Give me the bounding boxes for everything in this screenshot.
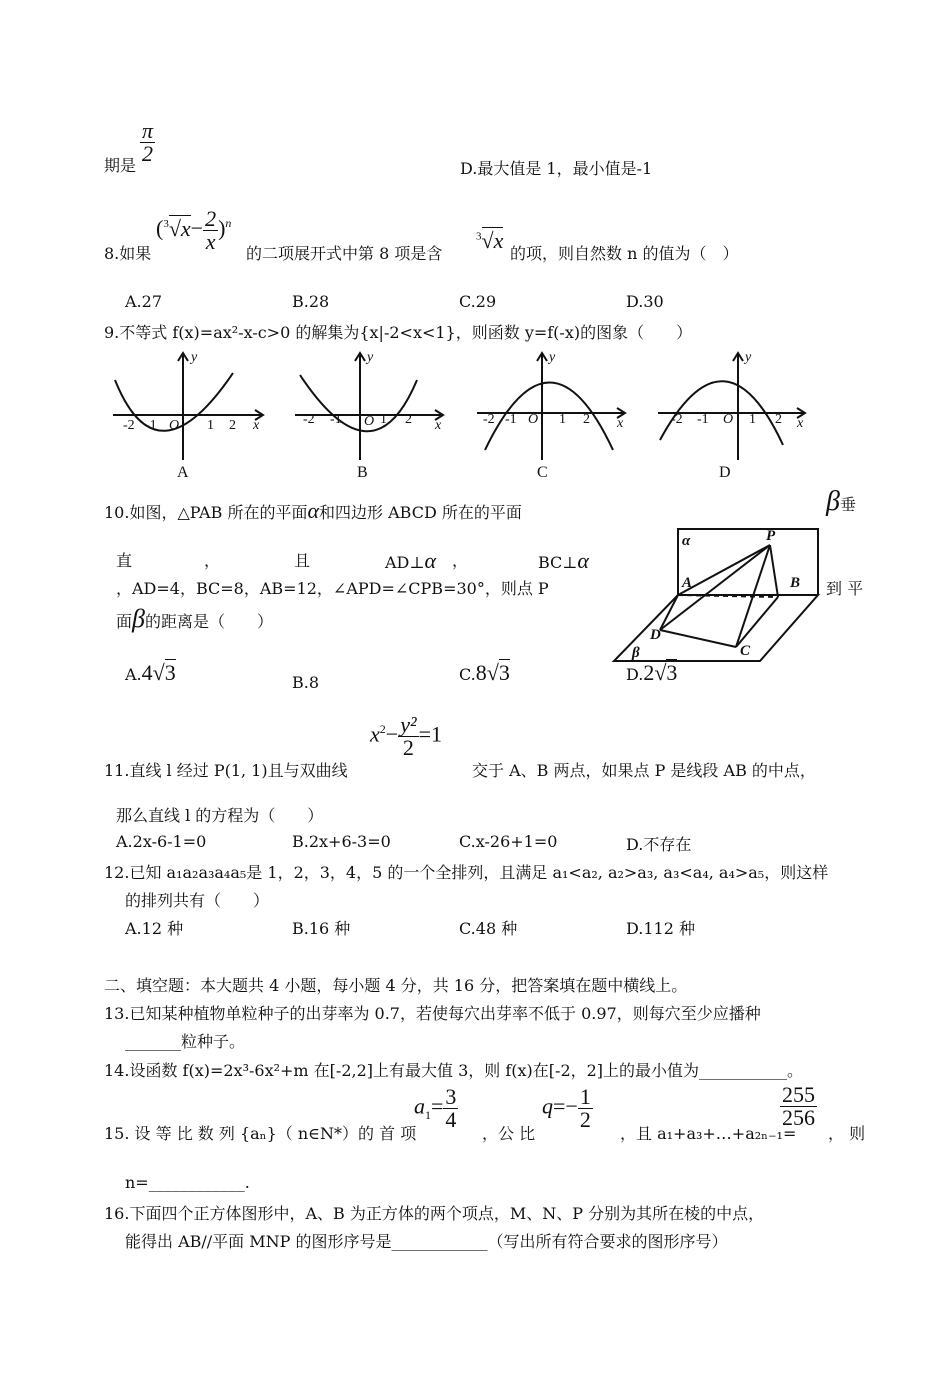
graph-d-x-label: x <box>797 416 804 431</box>
q12-option-c: C.48 种 <box>459 919 518 938</box>
q8-prefix: 8.如果 <box>104 244 152 263</box>
graph-b-label: B <box>357 464 368 480</box>
section2-heading: 二、填空题：本大题共 4 小题，每小题 4 分，共 16 分，把答案填在题中横线上。 <box>104 976 688 995</box>
q7-option-d: D.最大值是 1，最小值是-1 <box>460 159 653 178</box>
graph-d-y-label: y <box>745 350 752 365</box>
q11-option-a: A.2x-6-1=0 <box>116 832 207 851</box>
q11-line2: 那么直线 l 的方程为（ ） <box>116 806 324 825</box>
q10-line4: 面β的距离是（ ） <box>116 604 273 633</box>
q15-end: ， 则 <box>828 1124 866 1143</box>
q8-middle: 的二项展开式中第 8 项是含 <box>246 244 443 263</box>
q8-option-d: D.30 <box>626 292 664 311</box>
graph-b-y-label: y <box>367 350 374 365</box>
q10-option-d: D.2√3 <box>626 660 678 685</box>
q8-option-a: A.27 <box>125 292 162 311</box>
q16-line1: 16.下面四个正方体图形中，A、B 为正方体的两个项点，M、N、P 分别为其所在棱的中点， <box>104 1204 765 1223</box>
q11-hyperbola-equation: $x^2-$ $\frac{\text{y²}}{2}$ =1 <box>370 712 442 760</box>
graph-c-x-label: x <box>617 416 624 431</box>
pi-over-2: $\frac{\pi}{2}$ <box>142 118 154 166</box>
graph-b-tick: -2 <box>303 412 315 427</box>
graph-a-tick: -1 <box>145 418 157 433</box>
graph-d-origin: O <box>723 412 734 427</box>
q13-line2: _______粒种子。 <box>125 1032 246 1051</box>
q8-expression: ($^3$√x− $\frac{2}{x}$ )$^n$ <box>156 206 232 254</box>
graph-c-origin: O <box>528 412 539 427</box>
graph-c-y-label: y <box>549 350 556 365</box>
q10-line2-c: 且 <box>294 551 311 570</box>
q11-prefix: 11.直线 l 经过 P(1, 1)且与双曲线 <box>104 761 348 780</box>
graph-b-tick: -1 <box>330 412 342 427</box>
graph-a-origin: O <box>169 418 180 433</box>
graph-a-y-label: y <box>191 350 198 365</box>
graph-d-label: D <box>719 464 731 480</box>
q10-option-b: B.8 <box>292 673 320 692</box>
q10-line2-b: ， <box>204 551 221 570</box>
fig-c: C <box>740 643 751 659</box>
q10-line3: ，AD=4，BC=8，AB=12，∠APD=∠CPB=30°，则点 P <box>116 579 549 598</box>
q15-line2: n=____________. <box>125 1173 250 1192</box>
q15-sum-fraction: $\frac{255}{256}$ <box>782 1082 815 1130</box>
graph-a-x-label: x <box>253 418 260 433</box>
q11-option-b: B.2x+6-3=0 <box>292 832 391 851</box>
q16-line2: 能得出 AB//平面 MNP 的图形序号是____________（写出所有符合要求的图形序号） <box>125 1232 728 1251</box>
q10-line2-a: 直 <box>116 551 133 570</box>
q7-tail-text: 期是 <box>104 156 137 175</box>
q10-line1: 10.如图，△PAB 所在的平面α和四边形 ABCD 所在的平面 <box>104 498 522 523</box>
q11-option-c: C.x-26+1=0 <box>459 832 558 851</box>
graph-c-tick: 1 <box>559 412 566 427</box>
graph-d-tick: 2 <box>775 412 782 427</box>
q11-option-d: D.不存在 <box>626 835 692 854</box>
graph-b-origin: O <box>364 414 375 429</box>
graph-b-x-label: x <box>435 418 442 433</box>
q10-beta-right: β垂 <box>826 486 856 517</box>
graph-a-tick: 1 <box>207 418 214 433</box>
q10-line2-e: ， <box>452 551 469 570</box>
fig-b: B <box>790 575 801 591</box>
graph-a-tick: -2 <box>123 418 135 433</box>
graph-d-tick: -2 <box>671 412 683 427</box>
graph-a-tick: 2 <box>229 418 236 433</box>
q15-first-term: $a_1=$ $\frac{3}{4}$ <box>414 1084 457 1132</box>
q12-option-d: D.112 种 <box>626 919 695 938</box>
q14: 14.设函数 f(x)=2x³-6x²+m 在[-2,2]上有最大值 3，则 f(x)在[-2，2]上的最小值为___________。 <box>104 1061 804 1080</box>
q11-suffix: 交于 A、B 两点，如果点 P 是线段 AB 的中点， <box>472 761 816 780</box>
fig-a: A <box>682 575 693 591</box>
q10-line2-d: AD⊥α <box>385 548 436 573</box>
graph-c-tick: -2 <box>483 412 495 427</box>
q15-mid: ，公 比 <box>482 1124 536 1143</box>
q12-option-b: B.16 种 <box>292 919 351 938</box>
q12-option-a: A.12 种 <box>125 919 184 938</box>
q13-line1: 13.已知某种植物单粒种子的出芽率为 0.7，若使每穴出芽率不低于 0.97，则每穴至少应播种 <box>104 1004 761 1023</box>
q12-line1: 12.已知 a₁a₂a₃a₄a₅是 1，2，3，4，5 的一个全排列，且满足 a₁<a₂, a₂>a₃, a₃<a₄, a₄>a₅，则这样 <box>104 863 829 882</box>
q8-option-b: B.28 <box>292 292 330 311</box>
q9-stem: 9.不等式 f(x)=ax²-x-c>0 的解集为{x|-2<x<1}，则函数 y=f(-x)的图象（ ） <box>104 323 693 342</box>
q7-tail <box>104 153 136 176</box>
q9-graphs <box>105 345 815 480</box>
q15-ratio: q=− $\frac{1}{2}$ <box>542 1084 591 1132</box>
graph-b-tick: 1 <box>380 412 387 427</box>
q10-figure <box>610 525 825 665</box>
graph-a-label: A <box>177 464 189 480</box>
graph-d-tick: -1 <box>697 412 709 427</box>
fig-d: D <box>650 627 661 643</box>
q10-option-a: A.4√3 <box>125 660 176 685</box>
graph-c-label: C <box>537 464 548 480</box>
fig-beta: β <box>632 645 640 661</box>
q15-prefix: 15. 设 等 比 数 列 {aₙ}（ n∈N*）的 首 项 <box>104 1124 417 1143</box>
graph-b-tick: 2 <box>405 412 412 427</box>
graph-d-tick: 1 <box>749 412 756 427</box>
q8-root-x: $^3$√x <box>476 228 504 253</box>
q10-option-c: C.8√3 <box>459 660 510 685</box>
q8-option-c: C.29 <box>459 292 497 311</box>
fig-alpha: α <box>682 533 691 549</box>
q15-mid2: ，且 a₁+a₃+…+a₂ₙ₋₁= <box>620 1124 797 1143</box>
q12-line2: 的排列共有（ ） <box>125 891 270 910</box>
graph-c-tick: 2 <box>583 412 590 427</box>
q8-suffix: 的项，则自然数 n 的值为（ ） <box>510 244 739 263</box>
graph-c-tick: -1 <box>505 412 517 427</box>
fig-p: P <box>766 528 776 544</box>
q10-line2-f: BC⊥α <box>538 548 589 573</box>
q10-line3-b: 到 平 <box>826 579 864 598</box>
